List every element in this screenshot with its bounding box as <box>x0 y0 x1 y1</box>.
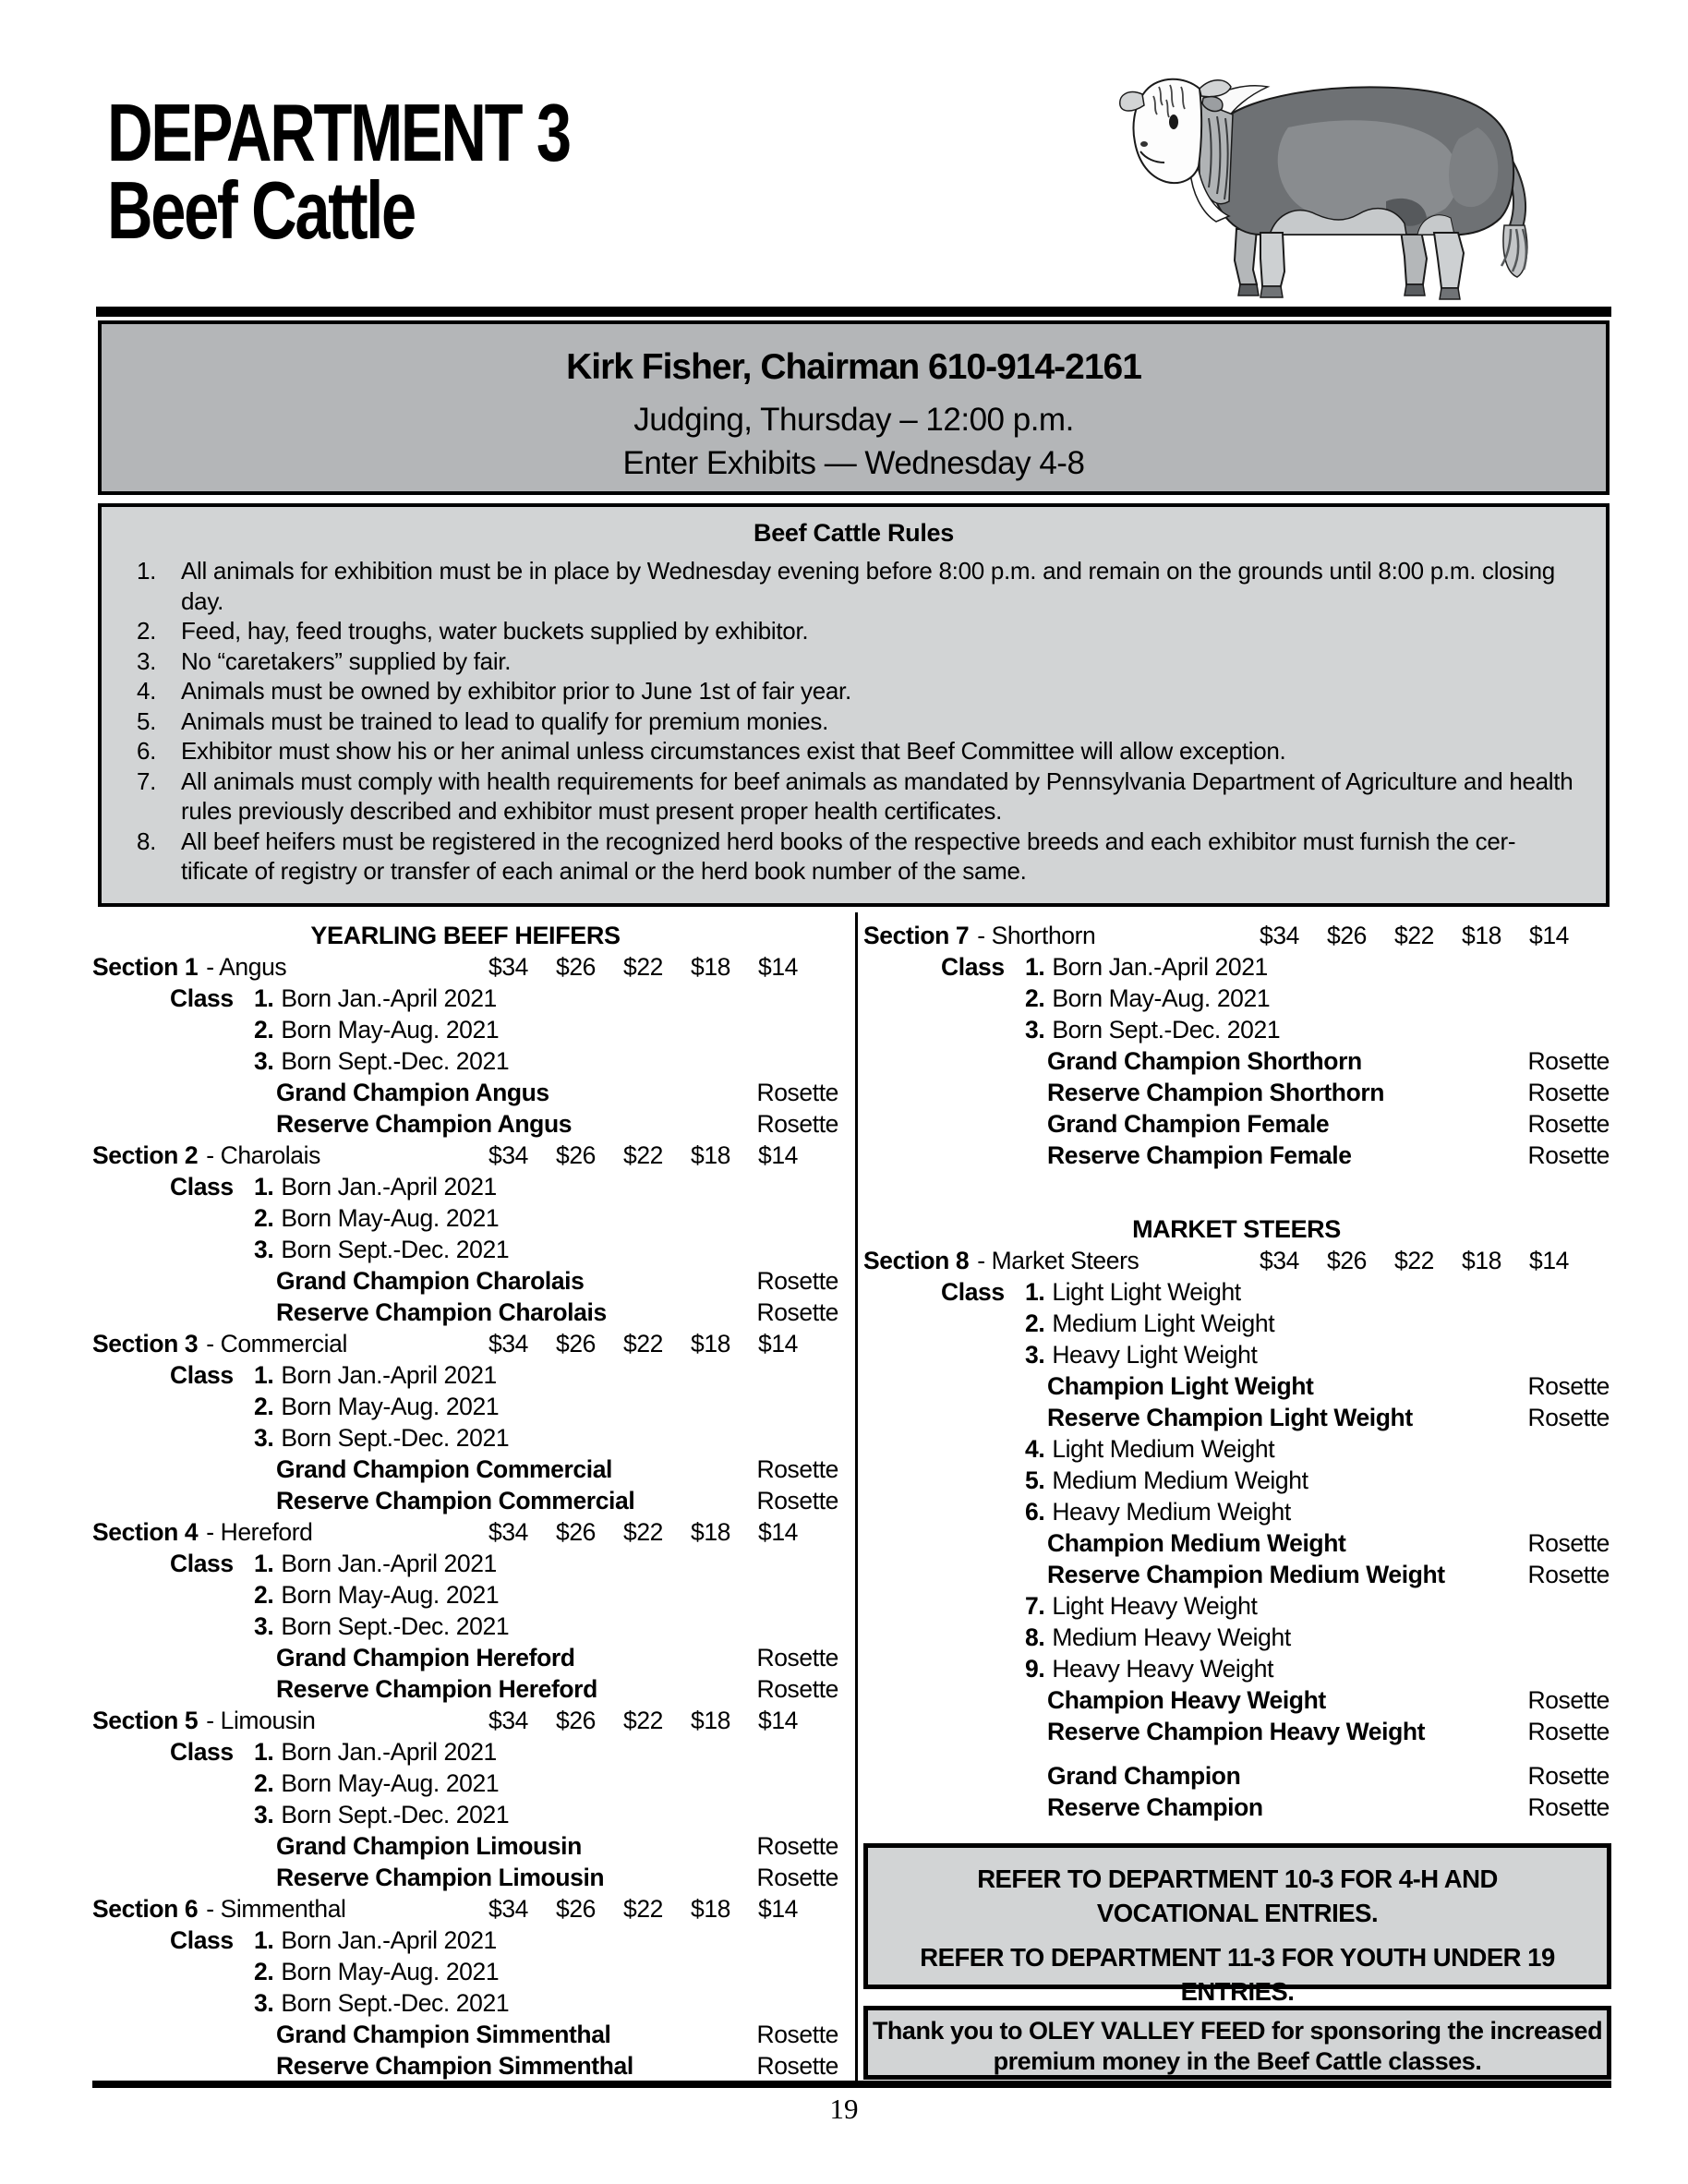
class-row <box>863 951 1611 983</box>
rule-item <box>102 676 1606 706</box>
class-label: Class <box>170 1361 234 1389</box>
rule-item <box>102 766 1606 827</box>
class-row <box>863 1622 1611 1653</box>
award-row <box>863 1559 1611 1590</box>
award-row <box>92 1108 840 1140</box>
premium-value: $26 <box>555 1330 596 1357</box>
class-number: 1. <box>254 1173 274 1201</box>
premium-list <box>461 1328 838 1359</box>
rule-item <box>102 706 1606 737</box>
premium-value: $22 <box>622 1330 663 1357</box>
award-name: Champion Medium Weight <box>1047 1529 1346 1557</box>
page-number: 19 <box>829 2093 859 2125</box>
award-row <box>92 1454 840 1485</box>
class-number: 3. <box>254 1236 274 1263</box>
award-row <box>92 2019 840 2050</box>
award-prize: Rosette <box>756 1864 838 1891</box>
premium-value: $34 <box>488 1707 528 1734</box>
class-row <box>92 1768 840 1799</box>
class-row <box>863 1308 1611 1339</box>
rule-text: All animals for exhibition must be in place by Wednesday evening before 8:00 p.m. and remain on the grounds until 8:00 p.m. closing day. <box>181 557 1555 615</box>
class-number: 7. <box>1025 1592 1045 1620</box>
class-row <box>92 1202 840 1234</box>
premium-value: $26 <box>555 953 596 981</box>
award-name: Reserve Champion Charolais <box>276 1298 607 1326</box>
judging-time: Judging, Thursday – 12:00 p.m. <box>633 402 1074 438</box>
column-left <box>92 920 840 2081</box>
award-row <box>863 1684 1611 1716</box>
award-prize: Rosette <box>756 1487 838 1514</box>
award-name: Reserve Champion Heavy Weight <box>1047 1718 1426 1745</box>
class-text: Light Medium Weight <box>1052 1435 1275 1463</box>
award-name: Champion Light Weight <box>1047 1372 1314 1400</box>
section-name: - Limousin <box>206 1707 316 1734</box>
premium-value: $22 <box>622 1518 663 1546</box>
award-prize: Rosette <box>1527 1372 1610 1400</box>
premium-list <box>461 951 838 983</box>
premium-value: $22 <box>622 1141 663 1169</box>
bull-drawing <box>1113 61 1556 305</box>
header-row <box>92 920 840 951</box>
premium-value: $18 <box>690 1330 730 1357</box>
premium-list <box>1232 920 1610 951</box>
class-text: Born Sept.-Dec. 2021 <box>281 1236 510 1263</box>
section-name: - Market Steers <box>977 1247 1139 1274</box>
class-number: 1. <box>254 1926 274 1954</box>
award-name: Reserve Champion Female <box>1047 1141 1352 1169</box>
class-number: 1. <box>1025 1278 1045 1306</box>
premium-value: $26 <box>555 1895 596 1923</box>
award-name: Reserve Champion Hereford <box>276 1675 597 1703</box>
section-name: - Hereford <box>206 1518 313 1546</box>
section-label: Section 5 <box>92 1707 199 1734</box>
award-row <box>863 1716 1611 1747</box>
class-text: Born Sept.-Dec. 2021 <box>281 1801 510 1828</box>
award-prize: Rosette <box>756 1644 838 1671</box>
award-prize: Rosette <box>756 1298 838 1326</box>
class-label: Class <box>170 1926 234 1954</box>
award-name: Grand Champion Charolais <box>276 1267 585 1295</box>
class-number: 8. <box>1025 1623 1045 1651</box>
class-row <box>863 1496 1611 1527</box>
rule-number: 2. <box>137 617 157 645</box>
rule-item <box>102 736 1606 766</box>
premium-value: $18 <box>690 953 730 981</box>
class-text: Born Sept.-Dec. 2021 <box>281 1989 510 2017</box>
class-number: 6. <box>1025 1498 1045 1526</box>
class-label: Class <box>170 984 234 1012</box>
award-prize: Rosette <box>756 2021 838 2048</box>
class-number: 2. <box>1025 1309 1045 1337</box>
award-prize: Rosette <box>756 1455 838 1483</box>
class-label: Class <box>170 1550 234 1577</box>
award-prize: Rosette <box>1527 1404 1610 1431</box>
class-text: Born May-Aug. 2021 <box>281 1016 500 1044</box>
class-text: Heavy Heavy Weight <box>1052 1655 1274 1683</box>
column-divider <box>855 912 858 2081</box>
class-text: Born Jan.-April 2021 <box>1052 953 1268 981</box>
premium-value: $18 <box>690 1518 730 1546</box>
class-text: Born May-Aug. 2021 <box>281 1581 500 1609</box>
class-number: 3. <box>1025 1341 1045 1369</box>
class-text: Born Jan.-April 2021 <box>281 1550 497 1577</box>
award-row <box>92 1485 840 1516</box>
class-number: 2. <box>254 1581 274 1609</box>
class-number: 1. <box>254 1361 274 1389</box>
premium-value: $34 <box>488 1895 528 1923</box>
class-number: 2. <box>254 1769 274 1797</box>
award-prize: Rosette <box>1527 1686 1610 1714</box>
premium-value: $22 <box>1393 1247 1434 1274</box>
premium-value: $26 <box>555 1707 596 1734</box>
premium-list <box>461 1516 838 1548</box>
premium-value: $22 <box>622 953 663 981</box>
class-row <box>92 1234 840 1265</box>
chairman-box <box>98 320 1610 495</box>
award-name: Reserve Champion Angus <box>276 1110 573 1138</box>
class-row <box>92 1956 840 1987</box>
class-number: 5. <box>1025 1466 1045 1494</box>
award-prize: Rosette <box>756 1267 838 1295</box>
page-title <box>107 87 700 256</box>
premium-value: $34 <box>488 953 528 981</box>
rule-number: 1. <box>137 557 157 585</box>
rule-number: 4. <box>137 677 157 705</box>
award-name: Reserve Champion Commercial <box>276 1487 635 1514</box>
award-name: Grand Champion Hereford <box>276 1644 575 1671</box>
award-row <box>863 1402 1611 1433</box>
rule-number: 3. <box>137 646 157 675</box>
award-prize: Rosette <box>1527 1793 1610 1821</box>
sponsor-line-1: Thank you to OLEY VALLEY FEED for sponsoring the increased <box>872 2017 1603 2045</box>
award-prize: Rosette <box>1527 1529 1610 1557</box>
premium-value: $34 <box>488 1330 528 1357</box>
class-number: 9. <box>1025 1655 1045 1683</box>
award-name: Grand Champion <box>1047 1762 1241 1790</box>
class-number: 3. <box>254 1424 274 1452</box>
class-number: 1. <box>1025 953 1045 981</box>
class-label: Class <box>941 1278 1005 1306</box>
class-text: Light Light Weight <box>1052 1278 1241 1306</box>
rules-list <box>102 556 1606 887</box>
award-row <box>863 1045 1611 1077</box>
refer-line-2: VOCATIONAL ENTRIES. <box>1096 1899 1379 1927</box>
class-label: Class <box>170 1738 234 1766</box>
rule-number: 8. <box>137 827 157 855</box>
premium-value: $14 <box>757 953 798 981</box>
section-label: Section 6 <box>92 1895 199 1923</box>
award-name: Reserve Champion Medium Weight <box>1047 1561 1445 1588</box>
award-name: Reserve Champion Limousin <box>276 1864 605 1891</box>
award-name: Grand Champion Limousin <box>276 1832 582 1860</box>
premium-list <box>461 1140 838 1171</box>
class-number: 1. <box>254 984 274 1012</box>
award-row <box>92 1297 840 1328</box>
class-text: Born Sept.-Dec. 2021 <box>1052 1016 1281 1044</box>
premium-value: $14 <box>1528 922 1569 949</box>
premium-value: $18 <box>690 1141 730 1169</box>
premium-value: $34 <box>488 1141 528 1169</box>
class-row <box>92 1391 840 1422</box>
award-name: Reserve Champion Simmenthal <box>276 2052 633 2080</box>
award-row <box>863 1108 1611 1140</box>
award-prize: Rosette <box>756 1675 838 1703</box>
rules-box <box>98 503 1610 907</box>
premium-list <box>461 1705 838 1736</box>
award-prize: Rosette <box>756 1110 838 1138</box>
class-row <box>92 1359 840 1391</box>
award-name: Grand Champion Commercial <box>276 1455 613 1483</box>
rule-text: Exhibitor must show his or her animal unless circumstances exist that Beef Committee will allow exception. <box>181 737 1286 765</box>
class-row <box>92 1422 840 1454</box>
award-name: Grand Champion Simmenthal <box>276 2021 611 2048</box>
premium-value: $34 <box>1259 922 1299 949</box>
class-text: Heavy Medium Weight <box>1052 1498 1291 1526</box>
premium-value: $14 <box>757 1518 798 1546</box>
award-prize: Rosette <box>1527 1047 1610 1075</box>
refer-line-1: REFER TO DEPARTMENT 10-3 FOR 4-H AND <box>977 1864 1498 1893</box>
class-text: Born May-Aug. 2021 <box>1052 984 1271 1012</box>
award-name: Reserve Champion <box>1047 1793 1263 1821</box>
class-text: Born Sept.-Dec. 2021 <box>281 1424 510 1452</box>
class-row <box>863 983 1611 1014</box>
class-label: Class <box>170 1173 234 1201</box>
class-label: Class <box>941 953 1005 981</box>
award-row <box>863 1792 1611 1823</box>
award-row <box>863 1140 1611 1171</box>
award-prize: Rosette <box>1527 1718 1610 1745</box>
column-right <box>863 920 1611 1823</box>
class-row <box>863 1465 1611 1496</box>
section-row <box>92 951 840 983</box>
award-name: Reserve Champion Shorthorn <box>1047 1079 1385 1106</box>
premium-value: $22 <box>622 1895 663 1923</box>
award-prize: Rosette <box>1527 1079 1610 1106</box>
class-text: Born Jan.-April 2021 <box>281 1926 497 1954</box>
class-text: Born Jan.-April 2021 <box>281 1738 497 1766</box>
award-name: Champion Heavy Weight <box>1047 1686 1326 1714</box>
section-name: - Commercial <box>206 1330 347 1357</box>
section-label: Section 1 <box>92 953 199 981</box>
class-row <box>92 1987 840 2019</box>
award-prize: Rosette <box>1527 1561 1610 1588</box>
class-row <box>92 1548 840 1579</box>
bull-illustration <box>1113 61 1556 305</box>
class-row <box>863 1653 1611 1684</box>
class-text: Born Sept.-Dec. 2021 <box>281 1612 510 1640</box>
rule-item <box>102 827 1606 887</box>
rules-title: Beef Cattle Rules <box>754 519 954 547</box>
section-row <box>92 1516 840 1548</box>
award-row <box>92 1673 840 1705</box>
premium-value: $22 <box>622 1707 663 1734</box>
section-name: - Shorthorn <box>977 922 1096 949</box>
rule-text: All animals must comply with health requirements for beef animals as mandated by Pennsylvania Department of Agriculture and health rules previously described and exhibitor must present proper health certificates. <box>181 766 1573 825</box>
rule-text: Animals must be trained to lead to qualify for premium monies. <box>181 706 829 735</box>
premium-value: $18 <box>1461 922 1501 949</box>
class-number: 2. <box>254 1204 274 1232</box>
award-row <box>863 1527 1611 1559</box>
title-line-2: Beef Cattle <box>107 164 415 256</box>
award-row <box>92 1265 840 1297</box>
column-header: MARKET STEERS <box>1132 1215 1341 1243</box>
premium-value: $18 <box>690 1707 730 1734</box>
class-row <box>863 1339 1611 1370</box>
class-row <box>92 983 840 1014</box>
class-number: 2. <box>1025 984 1045 1012</box>
premium-value: $34 <box>488 1518 528 1546</box>
premium-value: $14 <box>757 1895 798 1923</box>
class-row <box>92 1014 840 1045</box>
gap-row <box>863 1747 1611 1760</box>
premium-value: $34 <box>1259 1247 1299 1274</box>
award-name: Grand Champion Angus <box>276 1079 549 1106</box>
section-row <box>92 1140 840 1171</box>
footer-rule <box>92 2081 1611 2088</box>
class-row <box>92 1171 840 1202</box>
class-row <box>863 1014 1611 1045</box>
class-number: 3. <box>1025 1016 1045 1044</box>
section-label: Section 2 <box>92 1141 199 1169</box>
class-row <box>92 1045 840 1077</box>
award-row <box>92 1862 840 1893</box>
class-number: 3. <box>254 1801 274 1828</box>
premium-value: $14 <box>1528 1247 1569 1274</box>
premium-list <box>1232 1245 1610 1276</box>
rule-item <box>102 646 1606 677</box>
section-label: Section 4 <box>92 1518 199 1546</box>
class-row <box>863 1590 1611 1622</box>
class-number: 4. <box>1025 1435 1045 1463</box>
class-number: 3. <box>254 1612 274 1640</box>
class-text: Born May-Aug. 2021 <box>281 1769 500 1797</box>
section-label: Section 8 <box>863 1247 970 1274</box>
class-number: 2. <box>254 1393 274 1420</box>
section-label: Section 7 <box>863 922 970 949</box>
class-text: Born Sept.-Dec. 2021 <box>281 1047 510 1075</box>
class-row <box>92 1736 840 1768</box>
class-number: 1. <box>254 1738 274 1766</box>
award-name: Grand Champion Shorthorn <box>1047 1047 1362 1075</box>
class-text: Born May-Aug. 2021 <box>281 1204 500 1232</box>
refer-box <box>863 1843 1611 2006</box>
entry-time: Enter Exhibits — Wednesday 4-8 <box>622 445 1085 481</box>
class-text: Medium Medium Weight <box>1052 1466 1308 1494</box>
class-number: 3. <box>254 1989 274 2017</box>
section-row <box>863 920 1611 951</box>
refer-line-3: REFER TO DEPARTMENT 11-3 FOR YOUTH UNDER 19 ENTRIES. <box>920 1943 1555 2006</box>
class-row <box>863 1276 1611 1308</box>
gap-row <box>863 1171 1611 1213</box>
section-row <box>92 1705 840 1736</box>
award-row <box>863 1370 1611 1402</box>
class-text: Born Jan.-April 2021 <box>281 1361 497 1389</box>
premium-value: $22 <box>1393 922 1434 949</box>
award-prize: Rosette <box>1527 1110 1610 1138</box>
section-row <box>92 1893 840 1925</box>
section-name: - Charolais <box>206 1141 320 1169</box>
class-text: Heavy Light Weight <box>1052 1341 1258 1369</box>
section-name: - Angus <box>206 953 287 981</box>
class-number: 2. <box>254 1016 274 1044</box>
award-row <box>92 1077 840 1108</box>
section-name: - Simmenthal <box>206 1895 346 1923</box>
rule-number: 6. <box>137 737 157 765</box>
premium-value: $26 <box>555 1518 596 1546</box>
premium-value: $14 <box>757 1330 798 1357</box>
rule-item <box>102 616 1606 646</box>
class-number: 2. <box>254 1958 274 1985</box>
award-row <box>863 1077 1611 1108</box>
award-prize: Rosette <box>1527 1762 1610 1790</box>
class-text: Light Heavy Weight <box>1052 1592 1258 1620</box>
class-text: Born Jan.-April 2021 <box>281 984 497 1012</box>
premium-value: $14 <box>757 1141 798 1169</box>
class-row <box>92 1579 840 1611</box>
premium-value: $18 <box>690 1895 730 1923</box>
rule-number: 7. <box>137 766 157 795</box>
class-text: Medium Light Weight <box>1052 1309 1275 1337</box>
award-name: Reserve Champion Light Weight <box>1047 1404 1413 1431</box>
premium-list <box>461 1893 838 1925</box>
rule-text: Feed, hay, feed troughs, water buckets supplied by exhibitor. <box>181 617 809 645</box>
sponsor-box <box>863 2006 1611 2080</box>
header-rule <box>96 307 1611 317</box>
award-prize: Rosette <box>1527 1141 1610 1169</box>
class-number: 3. <box>254 1047 274 1075</box>
award-prize: Rosette <box>756 2052 838 2080</box>
premium-value: $26 <box>555 1141 596 1169</box>
award-row <box>863 1760 1611 1792</box>
header-row <box>863 1213 1611 1245</box>
premium-value: $14 <box>757 1707 798 1734</box>
premium-value: $18 <box>1461 1247 1501 1274</box>
column-header: YEARLING BEEF HEIFERS <box>310 922 621 949</box>
rule-text: No “caretakers” supplied by fair. <box>181 646 512 675</box>
sponsor-line-2: premium money in the Beef Cattle classes. <box>993 2047 1482 2075</box>
award-row <box>92 1830 840 1862</box>
premium-value: $26 <box>1326 1247 1367 1274</box>
class-text: Born Jan.-April 2021 <box>281 1173 497 1201</box>
section-label: Section 3 <box>92 1330 199 1357</box>
rule-text: Animals must be owned by exhibitor prior to June 1st of fair year. <box>181 677 851 705</box>
award-prize: Rosette <box>756 1079 838 1106</box>
title-line-1: DEPARTMENT 3 <box>107 87 570 178</box>
award-prize: Rosette <box>756 1832 838 1860</box>
class-row <box>92 1799 840 1830</box>
class-row <box>863 1433 1611 1465</box>
award-row <box>92 1642 840 1673</box>
section-row <box>863 1245 1611 1276</box>
award-row <box>92 2050 840 2081</box>
section-row <box>92 1328 840 1359</box>
class-number: 1. <box>254 1550 274 1577</box>
rule-number: 5. <box>137 706 157 735</box>
premium-value: $26 <box>1326 922 1367 949</box>
rule-item <box>102 556 1606 616</box>
class-text: Medium Heavy Weight <box>1052 1623 1291 1651</box>
class-text: Born May-Aug. 2021 <box>281 1393 500 1420</box>
class-row <box>92 1925 840 1956</box>
award-name: Grand Champion Female <box>1047 1110 1330 1138</box>
class-row <box>92 1611 840 1642</box>
chairman-name: Kirk Fisher, Chairman 610-914-2161 <box>566 347 1141 387</box>
class-text: Born May-Aug. 2021 <box>281 1958 500 1985</box>
rule-text: All beef heifers must be registered in the recognized herd books of the respective breeds and each exhibitor must furnish the cer-tificate of registry or transfer of each animal or the herd book number of the same. <box>181 827 1516 885</box>
